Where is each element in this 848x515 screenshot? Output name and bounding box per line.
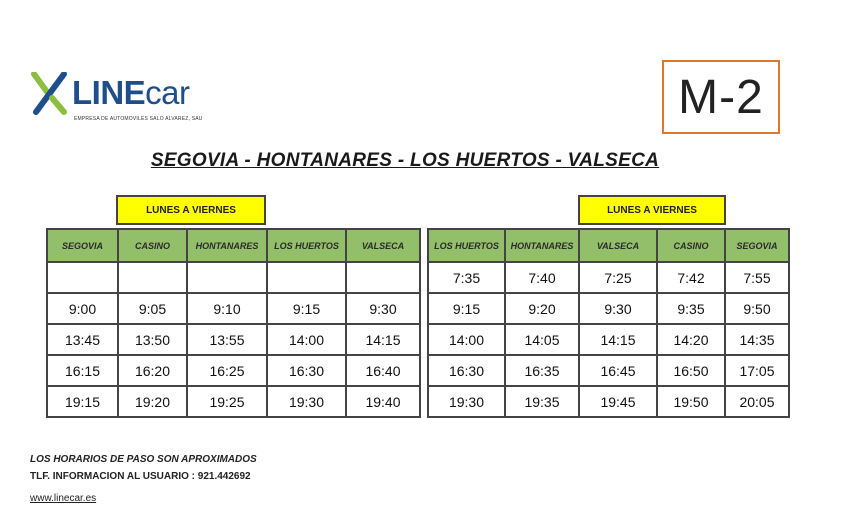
time-cell: 19:30 <box>267 386 346 417</box>
time-cell: 9:15 <box>428 293 505 324</box>
header-cell: VALSECA <box>346 229 420 262</box>
time-cell: 16:35 <box>505 355 579 386</box>
time-cell: 16:45 <box>579 355 657 386</box>
header-cell: SEGOVIA <box>725 229 789 262</box>
time-cell: 16:30 <box>267 355 346 386</box>
header-cell: LOS HUERTOS <box>267 229 346 262</box>
time-cell: 7:40 <box>505 262 579 293</box>
time-cell: 14:15 <box>579 324 657 355</box>
table-row <box>47 262 420 293</box>
table-row <box>428 386 789 417</box>
phone-info: TLF. INFORMACION AL USUARIO : 921.442692 <box>30 471 251 482</box>
logo-word-line: LINE <box>72 74 146 111</box>
approximate-times-note: LOS HORARIOS DE PASO SON APROXIMADOS <box>30 454 257 465</box>
time-cell: 9:00 <box>47 293 118 324</box>
header-cell: CASINO <box>657 229 725 262</box>
linecar-logo <box>30 70 250 130</box>
time-cell: 14:15 <box>346 324 420 355</box>
time-cell: 7:25 <box>579 262 657 293</box>
time-cell: 20:05 <box>725 386 789 417</box>
time-cell: 19:50 <box>657 386 725 417</box>
header-cell: HONTANARES <box>505 229 579 262</box>
time-cell: 16:15 <box>47 355 118 386</box>
schedule-table-outbound <box>46 228 421 418</box>
time-cell <box>47 262 118 293</box>
time-cell: 9:05 <box>118 293 187 324</box>
schedule-header-row <box>428 229 789 262</box>
table-row <box>47 293 420 324</box>
time-cell: 16:40 <box>346 355 420 386</box>
header-cell: SEGOVIA <box>47 229 118 262</box>
time-cell: 14:00 <box>267 324 346 355</box>
time-cell: 7:35 <box>428 262 505 293</box>
time-cell <box>187 262 267 293</box>
table-row <box>428 324 789 355</box>
time-cell: 7:42 <box>657 262 725 293</box>
schedule-table-return <box>427 228 790 418</box>
table-row <box>428 355 789 386</box>
table-row <box>428 293 789 324</box>
time-cell: 13:45 <box>47 324 118 355</box>
time-cell: 19:15 <box>47 386 118 417</box>
time-cell: 16:20 <box>118 355 187 386</box>
time-cell: 19:45 <box>579 386 657 417</box>
route-code-badge: M-2 <box>662 60 780 134</box>
website-link[interactable]: www.linecar.es <box>30 493 97 504</box>
time-cell: 9:15 <box>267 293 346 324</box>
footer-notes <box>30 454 257 506</box>
time-cell: 9:20 <box>505 293 579 324</box>
time-cell: 13:55 <box>187 324 267 355</box>
header-cell: LOS HUERTOS <box>428 229 505 262</box>
time-cell: 14:35 <box>725 324 789 355</box>
linecar-x-icon <box>30 72 70 116</box>
time-cell: 14:05 <box>505 324 579 355</box>
time-cell: 9:10 <box>187 293 267 324</box>
logo-word-car: car <box>145 74 190 111</box>
time-cell: 16:25 <box>187 355 267 386</box>
time-cell: 9:35 <box>657 293 725 324</box>
time-cell: 13:50 <box>118 324 187 355</box>
time-cell: 7:55 <box>725 262 789 293</box>
route-title: SEGOVIA - HONTANARES - LOS HUERTOS - VALSECA <box>150 150 660 171</box>
days-label-outbound: LUNES A VIERNES <box>116 195 266 225</box>
table-row <box>47 324 420 355</box>
time-cell: 19:40 <box>346 386 420 417</box>
logo-tagline: EMPRESA DE AUTOMOVILES SALO ALVAREZ, SAU <box>74 116 203 122</box>
time-cell <box>346 262 420 293</box>
days-label-return: LUNES A VIERNES <box>578 195 726 225</box>
time-cell <box>118 262 187 293</box>
time-cell: 9:30 <box>346 293 420 324</box>
logo-wordmark <box>72 74 190 112</box>
header-cell: VALSECA <box>579 229 657 262</box>
time-cell: 19:35 <box>505 386 579 417</box>
time-cell: 16:30 <box>428 355 505 386</box>
schedule-header-row <box>47 229 420 262</box>
time-cell: 17:05 <box>725 355 789 386</box>
time-cell: 16:50 <box>657 355 725 386</box>
time-cell: 19:30 <box>428 386 505 417</box>
table-row <box>47 386 420 417</box>
table-row <box>428 262 789 293</box>
time-cell: 9:30 <box>579 293 657 324</box>
time-cell: 9:50 <box>725 293 789 324</box>
table-row <box>47 355 420 386</box>
header-cell: CASINO <box>118 229 187 262</box>
time-cell: 14:20 <box>657 324 725 355</box>
time-cell: 14:00 <box>428 324 505 355</box>
time-cell: 19:25 <box>187 386 267 417</box>
header-cell: HONTANARES <box>187 229 267 262</box>
time-cell <box>267 262 346 293</box>
time-cell: 19:20 <box>118 386 187 417</box>
